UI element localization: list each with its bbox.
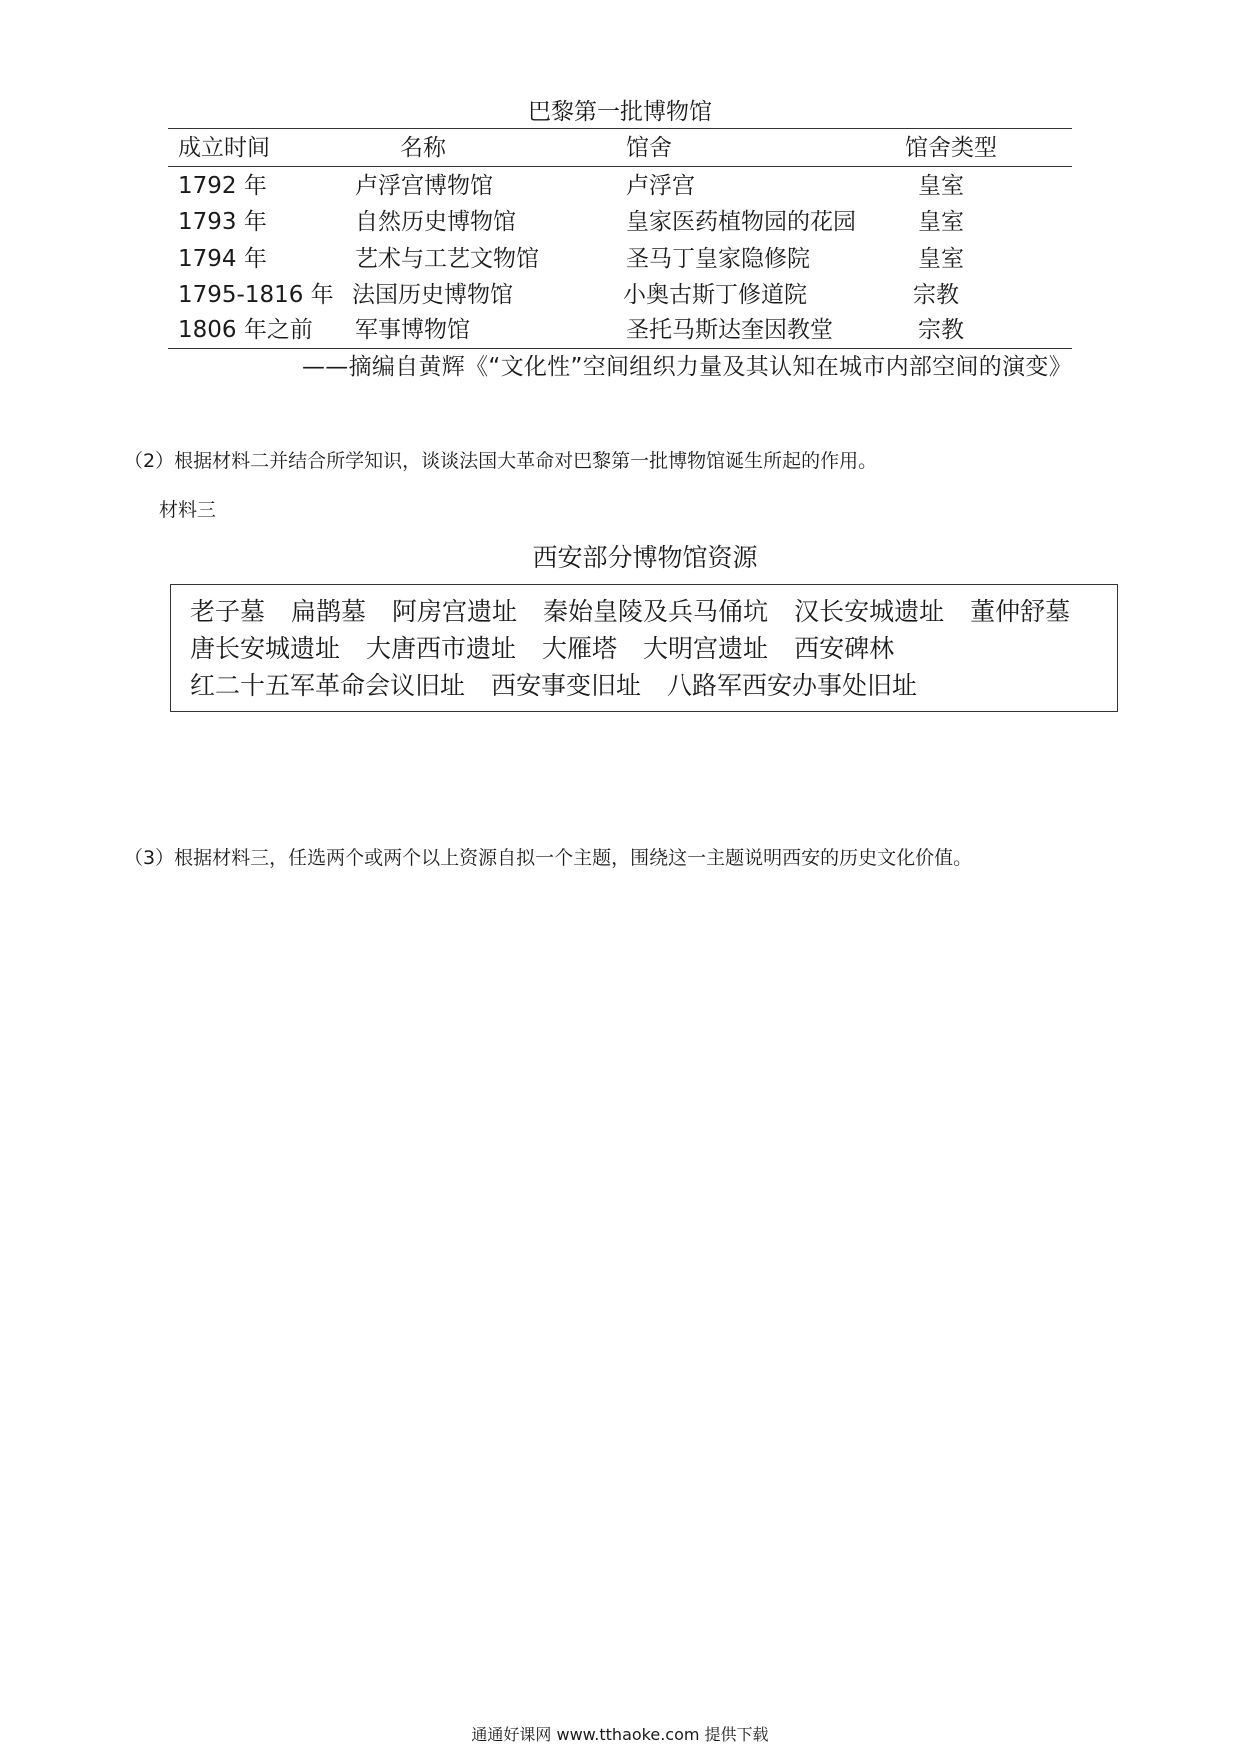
resource-item: 西安事变旧址 bbox=[491, 671, 642, 700]
cell-time: 1795-1816 年 bbox=[178, 282, 334, 308]
resource-item: 八路军西安办事处旧址 bbox=[667, 671, 918, 700]
table-row bbox=[168, 277, 1072, 313]
question-3: （3）根据材料三，任选两个或两个以上资源自拟一个主题，围绕这一主题说明西安的历史文化价值。 bbox=[124, 847, 973, 869]
material-label: 材料三 bbox=[159, 499, 217, 521]
cell-building: 圣马丁皇家隐修院 bbox=[626, 246, 810, 272]
resource-item: 老子墓 bbox=[190, 597, 266, 626]
resource-item: 董仲舒墓 bbox=[970, 597, 1071, 626]
cell-building: 卢浮宫 bbox=[626, 173, 695, 199]
cell-type: 皇室 bbox=[918, 173, 964, 199]
footer-credit: 通通好课网 www.tthaoke.com 提供下载 bbox=[471, 1725, 769, 1744]
resource-box bbox=[170, 584, 1118, 712]
resource-item: 大唐西市遗址 bbox=[366, 634, 517, 663]
resource-item: 红二十五军革命会议旧址 bbox=[190, 671, 466, 700]
resource-item: 汉长安城遗址 bbox=[794, 597, 945, 626]
cell-time: 1792 年 bbox=[178, 173, 267, 199]
resource-item: 唐长安城遗址 bbox=[190, 634, 341, 663]
cell-name: 自然历史博物馆 bbox=[355, 209, 516, 235]
header-building-type: 馆舍类型 bbox=[905, 135, 997, 161]
table-top-rule bbox=[168, 128, 1072, 129]
header-founding-time: 成立时间 bbox=[178, 135, 270, 161]
source-citation: ——摘编自黄辉《“文化性”空间组织力量及其认知在城市内部空间的演变》 bbox=[301, 354, 1072, 380]
table-row bbox=[168, 168, 1072, 204]
cell-type: 皇室 bbox=[918, 209, 964, 235]
resource-box-title: 西安部分博物馆资源 bbox=[532, 543, 758, 572]
cell-building: 圣托马斯达奎因教堂 bbox=[626, 317, 833, 343]
header-building: 馆舍 bbox=[626, 135, 672, 161]
resource-item: 大雁塔 bbox=[542, 634, 618, 663]
table-row bbox=[168, 204, 1072, 240]
cell-time: 1793 年 bbox=[178, 209, 267, 235]
resource-line bbox=[190, 631, 920, 667]
resource-item: 大明宫遗址 bbox=[643, 634, 769, 663]
table-caption: 巴黎第一批博物馆 bbox=[528, 99, 712, 125]
resource-line bbox=[190, 594, 1096, 630]
resource-item: 扁鹊墓 bbox=[291, 597, 367, 626]
cell-name: 法国历史博物馆 bbox=[352, 282, 513, 308]
table-bottom-rule bbox=[168, 348, 1072, 349]
table-row bbox=[168, 241, 1072, 277]
cell-building: 皇家医药植物园的花园 bbox=[626, 209, 856, 235]
cell-name: 卢浮宫博物馆 bbox=[355, 173, 493, 199]
table-header-row bbox=[168, 130, 1072, 166]
cell-type: 皇室 bbox=[918, 246, 964, 272]
table-header-rule bbox=[168, 166, 1072, 167]
cell-type: 宗教 bbox=[913, 282, 959, 308]
cell-name: 军事博物馆 bbox=[355, 317, 470, 343]
resource-item: 阿房宫遗址 bbox=[392, 597, 518, 626]
cell-time: 1806 年之前 bbox=[178, 317, 313, 343]
cell-type: 宗教 bbox=[918, 317, 964, 343]
resource-line bbox=[190, 668, 943, 704]
cell-building: 小奥古斯丁修道院 bbox=[623, 282, 807, 308]
cell-time: 1794 年 bbox=[178, 246, 267, 272]
resource-item: 秦始皇陵及兵马俑坑 bbox=[543, 597, 769, 626]
question-2: （2）根据材料二并结合所学知识，谈谈法国大革命对巴黎第一批博物馆诞生所起的作用。 bbox=[124, 450, 878, 472]
resource-item: 西安碑林 bbox=[794, 634, 895, 663]
header-name: 名称 bbox=[400, 135, 446, 161]
cell-name: 艺术与工艺文物馆 bbox=[355, 246, 539, 272]
table-row bbox=[168, 312, 1072, 348]
